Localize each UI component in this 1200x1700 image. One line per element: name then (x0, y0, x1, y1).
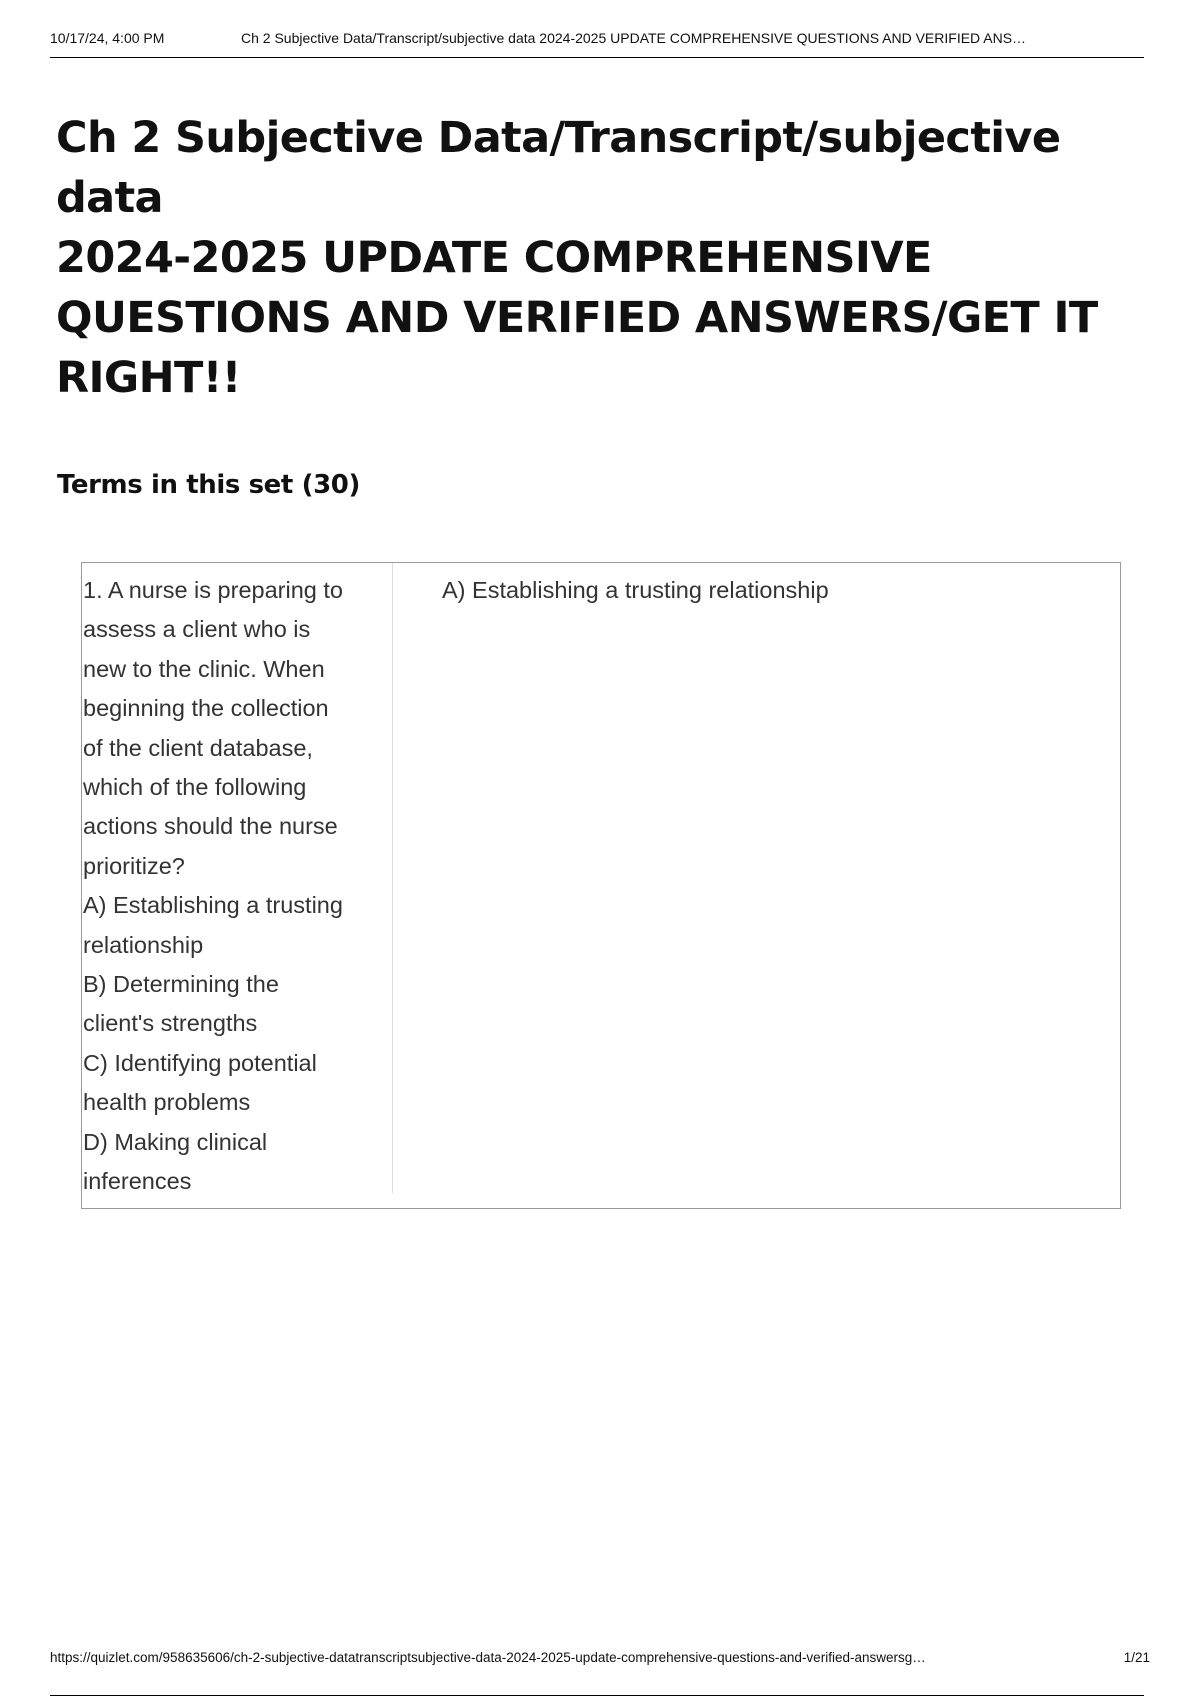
term-question-line: 1. A nurse is preparing to (83, 577, 343, 603)
term-question-line: of the client database, (83, 734, 313, 761)
term-question-line: new to the clinic. When (83, 655, 325, 682)
term-question-line: D) Making clinical (83, 1128, 268, 1155)
page-title-line: RIGHT!! (56, 353, 241, 403)
term-question-line: assess a client who is (83, 616, 311, 643)
term-question-line: C) Identifying potential (83, 1049, 317, 1076)
print-doc-title: Ch 2 Subjective Data/Transcript/subjective data 2024-2025 UPDATE COMPREHENSIVE QUESTIONS AND VERIFIED ANS… (241, 30, 1027, 46)
print-header (50, 30, 1144, 58)
term-question-line: which of the following (83, 774, 307, 801)
page-title-line: Ch 2 Subjective Data/Transcript/subjective data (56, 113, 1061, 223)
term-question-line: inferences (83, 1168, 192, 1195)
term-question-line: prioritize? (83, 852, 185, 879)
print-datetime: 10/17/24, 4:00 PM (50, 30, 165, 46)
page-title (56, 108, 1146, 408)
term-card-divider (392, 563, 393, 1193)
term-card (81, 562, 1121, 1209)
term-question-line: beginning the collection (83, 695, 329, 722)
page-title-line: 2024-2025 UPDATE COMPREHENSIVE (56, 233, 932, 283)
term-answer: A) Establishing a trusting relationship (442, 577, 829, 603)
print-url: https://quizlet.com/958635606/ch-2-subjective-datatranscriptsubjective-data-2024-2025-update-comprehensive-questions-and-verified-answersg… (50, 1650, 926, 1665)
print-footer (50, 1650, 1150, 1700)
footer-rule (50, 1695, 1144, 1696)
term-question-line: A) Establishing a trusting (83, 892, 343, 919)
term-question-line: client's strengths (83, 1010, 258, 1037)
term-question-line: B) Determining the (83, 971, 279, 998)
page-title-line: QUESTIONS AND VERIFIED ANSWERS/GET IT (56, 293, 1098, 343)
terms-set-heading: Terms in this set (30) (57, 470, 360, 500)
term-question-line: health problems (83, 1089, 251, 1116)
term-question-line: actions should the nurse (83, 813, 338, 840)
page-number: 1/21 (1123, 1650, 1150, 1665)
term-question-line: relationship (83, 931, 204, 958)
term-question (83, 571, 375, 1202)
